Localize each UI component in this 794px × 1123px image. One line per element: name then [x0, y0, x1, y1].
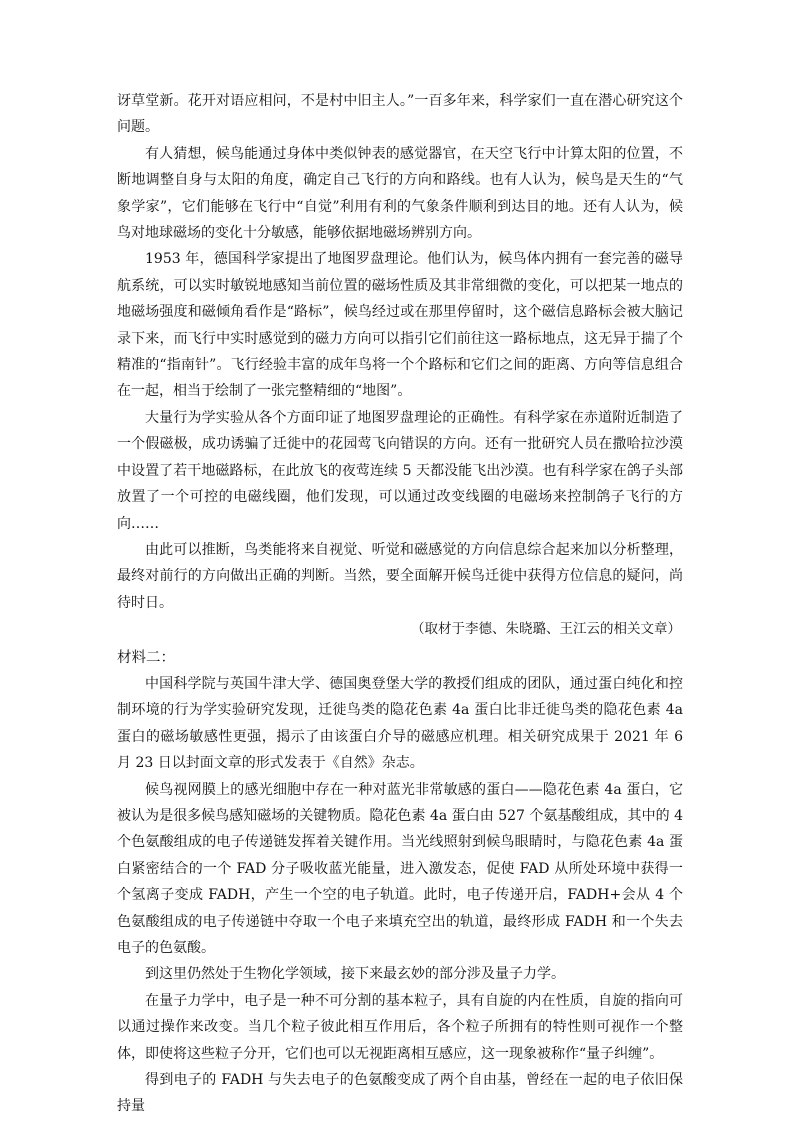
paragraph: 到这里仍然处于生物化学领域，接下来最玄妙的部分涉及量子力学。	[145, 966, 565, 983]
paragraph: 1953 年，德国科学家提出了地图罗盘理论。他们认为，候鸟体内拥有一套完善的磁导航系统，可以实时敏锐地感知当前位置的磁场性质及其非常细微的变化，可以把某一地点的地磁场强度和磁倾角看作是“路标”，候鸟经过或在那里停留时，这个磁信息路标会被大脑记录下来，而飞行中实时感觉到的磁力方向可以指引它们前往这一路标地点，这无异于揣了个精准的“指南针”。飞行经验丰富的成年鸟将一个个路标和它们之间的距离、方向等信息组合在一起，相当于绘制了一张完整精细的“地图”。	[117, 251, 683, 400]
paragraph: 讶草堂新。花开对语应相问，不是村中旧主人。”一百多年来，科学家们一直在潜心研究这个问题。	[117, 93, 683, 136]
paragraph: 在量子力学中，电子是一种不可分割的基本粒子，具有自旋的内在性质，自旋的指向可以通过操作来改变。当几个粒子彼此相互作用后，各个粒子所拥有的特性则可视作一个整体，即使将这些粒子分开，它们也可以无视距离相互感应，这一现象被称作“量子纠缠”。	[117, 992, 683, 1062]
paragraph: 候鸟视网膜上的感光细胞中存在一种对蓝光非常敏感的蛋白——隐花色素 4a 蛋白，它被认为是很多候鸟感知磁场的关键物质。隐花色素 4a 蛋白由 527 个氨基酸组成，其中的 4 个色氨酸组成的电子传递链发挥着关键作用。当光线照射到候鸟眼睛时，与隐花色素 4a 蛋白紧密结合的一个 FAD 分子吸收蓝光能量，进入激发态，促使 FAD 从所处环境中获得一个氢离子变成 FADH，产生一个空的电子轨道。此时，电子传递开启，FADH+会从 4 个色氨酸组成的电子传递链中夺取一个电子来填充空出的轨道，最终形成 FADH 和一个失去电子的色氨酸。	[117, 781, 683, 956]
material-two	[117, 645, 683, 1120]
source-citation: （取材于李德、朱晓璐、王江云的相关文章）	[411, 621, 681, 638]
paragraph: 有人猜想，候鸟能通过身体中类似钟表的感觉器官，在天空飞行中计算太阳的位置，不断地调整自身与太阳的角度，确定自己飞行的方向和路线。也有人认为，候鸟是天生的“气象学家”，它们能够在飞行中“自觉”利用有利的气象条件顺利到达目的地。还有人认为，候鸟对地球磁场的变化十分敏感，能够依据地磁场辨别方向。	[117, 145, 683, 242]
document-page	[117, 88, 683, 1120]
paragraph: 得到电子的 FADH 与失去电子的色氨酸变成了两个自由基，曾经在一起的电子依旧保持量	[117, 1072, 683, 1115]
paragraph: 由此可以推断，鸟类能将来自视觉、听觉和磁感觉的方向信息综合起来加以分析整理，最终对前行的方向做出正确的判断。当然，要全面解开候鸟迁徙中获得方位信息的疑问，尚待时日。	[117, 541, 683, 611]
paragraph: 中国科学院与英国牛津大学、德国奥登堡大学的教授们组成的团队，通过蛋白纯化和控制环境的行为学实验研究发现，迁徙鸟类的隐花色素 4a 蛋白比非迁徙鸟类的隐花色素 4a 蛋白的磁场敏感性更强，揭示了由该蛋白介导的磁感应机理。相关研究成果于 2021 年 6 月 23 日以封面文章的形式发表于《自然》杂志。	[117, 675, 683, 772]
paragraph: 大量行为学实验从各个方面印证了地图罗盘理论的正确性。有科学家在赤道附近制造了一个假磁极，成功诱骗了迁徙中的花园莺飞向错误的方向。还有一批研究人员在撒哈拉沙漠中设置了若干地磁路标，在此放飞的夜莺连续 5 天都没能飞出沙漠。也有科学家在鸽子头部放置了一个可控的电磁线圈，他们发现，可以通过改变线圈的电磁场来控制鸽子飞行的方向……	[117, 409, 683, 532]
material-one	[117, 88, 683, 643]
section-heading: 材料二：	[117, 649, 175, 666]
